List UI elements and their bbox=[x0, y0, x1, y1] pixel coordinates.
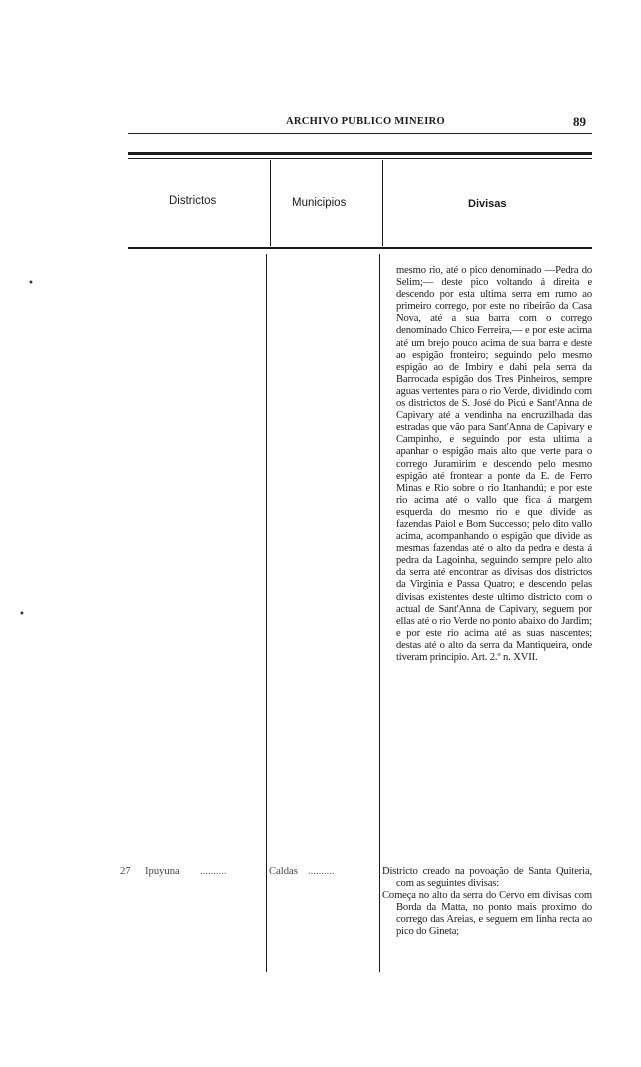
page-number: 89 bbox=[573, 114, 586, 129]
column-header-divisas: Divisas bbox=[468, 198, 507, 210]
running-header bbox=[128, 112, 592, 130]
entry-municipio-leader: .......... bbox=[308, 866, 335, 877]
divisas-continued-paragraph: mesmo rio, até o pico denominado —Pedra do Selim;— deste pico voltando á direita e descendo por esta ultima serra em rumo ao primeiro corrego, por este no ribeirão da Casa Nova, até a sua barra com o corrego denominado Chico Ferreira,— e por este acima até um brejo pouco acima de sua barra e deste ao espigão fronteiro; seguindo pelo mesmo espigão ao de Imbiry e dahi pela serra da Barrocada espigão dos Tres Pinheiros, sempre aguas vertentes para o rio Verde, dividindo com os districtos de S. José do Picú e Sant'Anna de Capivary até a vendinha na encruzilhada das estradas que vão para Sant'Anna de Capivary e Campinho, e seguindo por esta ultima a apanhar o espigão mais alto que verte para o corrego Juramirim e descendo pelo mesmo espigão até frontear a ponte da E. de Ferro Minas e Rio sobre o rio Itanhandú; e por este rio acima até o vallo que fica á margem esquerda do mesmo rio e que divide as fazendas Paiol e Bom Successo; pelo dito vallo acima, acompanhando o espigão que divide as mesmas fazendas até o alto da pedra e desta á pedra da Lagoinha, seguindo sempre pelo alto da serra até encontrar as divisas dos districtos da Virginia e Passa Quatro; e descendo pelas divisas existentes deste ultimo districto com o actual de Sant'Anna de Capivary, seguem por ellas até o rio Verde no ponto abaixo do Jardim; e por este rio acima até as suas nascentes; destas até o alto da serra da Mantiqueira, onde tiveram principio. Art. 2.º n. XVII. bbox=[396, 265, 592, 663]
entry-divisas-second: Começa no alto da serra do Cervo em divisas com Borda da Matta, no ponto mais proximo do corrego das Areias, e seguem em linha recta ao pico do Gineta; bbox=[382, 890, 592, 938]
margin-speck-2: • bbox=[19, 609, 25, 620]
margin-speck-1: • bbox=[28, 278, 34, 289]
entry-district: Ipuyuna bbox=[145, 866, 180, 877]
header-rule bbox=[128, 133, 592, 134]
entry-number: 27 bbox=[120, 866, 131, 877]
divisas-continued bbox=[396, 265, 592, 664]
running-title: ARCHIVO PUBLICO MINEIRO bbox=[286, 116, 445, 127]
column-divider-header-2 bbox=[382, 160, 383, 246]
column-header-districts: Districtos bbox=[169, 195, 217, 207]
column-divider-1 bbox=[266, 254, 267, 972]
entry-municipio: Caldas bbox=[269, 866, 298, 877]
column-header-municipios: Municipios bbox=[292, 197, 347, 209]
header-bottom-rule bbox=[128, 247, 592, 249]
entry-divisas-first: Districto creado na povoação de Santa Quiteria, com as seguintes divisas: bbox=[382, 866, 592, 890]
table-top-rule-thick bbox=[128, 152, 592, 155]
column-divider-header-1 bbox=[270, 160, 271, 246]
table-top-rule-thin bbox=[128, 158, 592, 159]
column-divider-2 bbox=[379, 254, 380, 972]
entry-district-leader: .......... bbox=[200, 866, 227, 877]
entry-divisas bbox=[382, 866, 592, 939]
